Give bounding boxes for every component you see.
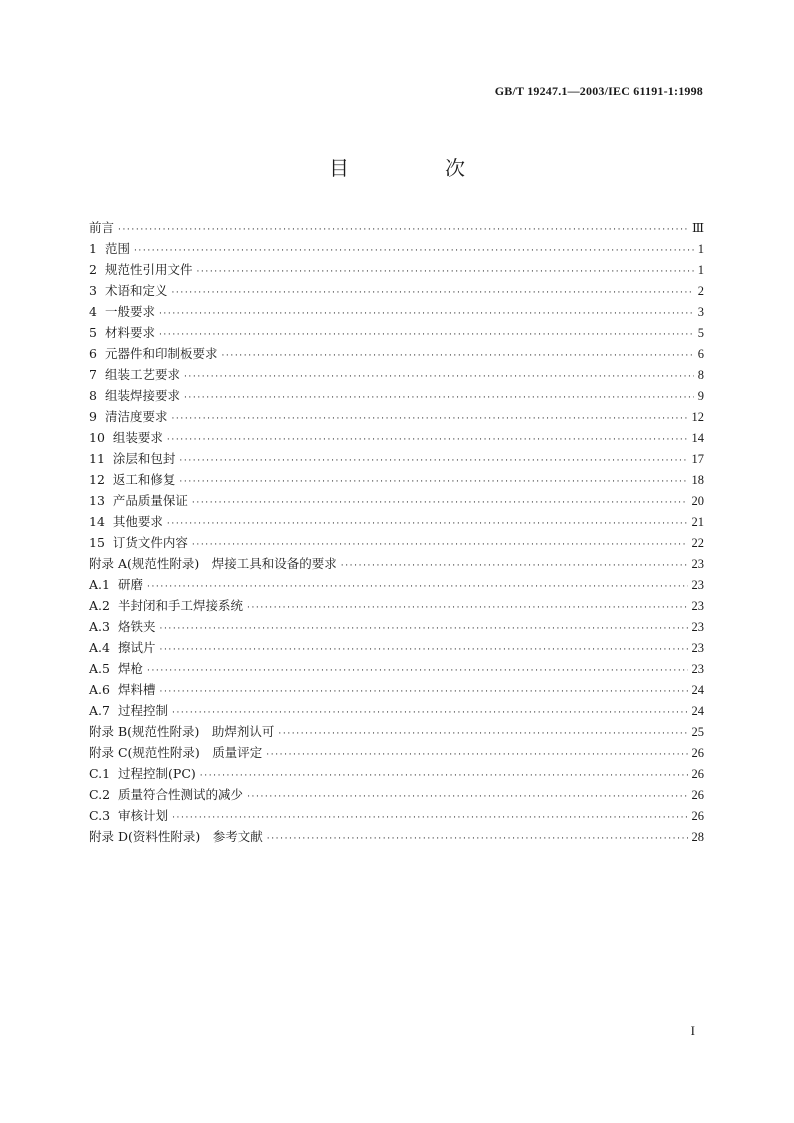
toc-entry[interactable]	[89, 595, 704, 616]
toc-entry-number: 10	[89, 430, 105, 445]
toc-entry[interactable]	[89, 217, 704, 238]
toc-entry[interactable]	[89, 490, 704, 511]
toc-entry-title: 订货文件内容	[112, 535, 188, 550]
toc-entry-number: 5	[89, 325, 97, 340]
toc-leader-dots	[278, 724, 687, 745]
toc-entry-label	[89, 322, 155, 343]
toc-leader-dots	[267, 829, 688, 850]
page-title: 目 次	[329, 156, 503, 180]
toc-entry[interactable]	[89, 469, 704, 490]
toc-entry-title: 焊枪	[117, 661, 143, 676]
toc-entry[interactable]	[89, 721, 704, 742]
toc-entry-title: 过程控制(PC)	[118, 766, 196, 781]
toc-entry-number: 4	[89, 304, 97, 319]
toc-entry-page: 26	[691, 746, 704, 760]
toc-leader-dots	[179, 472, 687, 493]
toc-entry-label	[89, 511, 163, 532]
toc-entry-label	[89, 679, 155, 700]
toc-entry-label	[89, 805, 168, 826]
toc-entry-page: 18	[691, 473, 704, 487]
toc-entry-page: 23	[691, 620, 704, 634]
toc-entry-number: 6	[89, 346, 97, 361]
toc-entry[interactable]	[89, 364, 704, 385]
toc-entry[interactable]	[89, 448, 704, 469]
toc-entry-title: 组装焊接要求	[104, 388, 180, 403]
toc-entry[interactable]	[89, 322, 704, 343]
toc-entry[interactable]	[89, 574, 704, 595]
toc-leader-dots	[179, 451, 687, 472]
toc-entry-label	[89, 406, 167, 427]
toc-entry-title: 前言	[89, 220, 115, 235]
toc-entry-title: 术语和定义	[104, 283, 168, 298]
toc-entry-title: 附录 B(规范性附录) 助焊剂认可	[89, 724, 275, 739]
toc-entry[interactable]	[89, 385, 704, 406]
toc-entry-label	[89, 721, 274, 742]
toc-entry[interactable]	[89, 553, 704, 574]
toc-entry-number: 8	[89, 388, 97, 403]
toc-entry-number: A.1	[89, 577, 110, 592]
toc-entry-number: A.5	[89, 661, 110, 676]
toc-entry[interactable]	[89, 427, 704, 448]
toc-entry-page: 23	[691, 557, 704, 571]
toc-entry-title: 审核计划	[118, 808, 169, 823]
toc-entry-title: 附录 C(规范性附录) 质量评定	[89, 745, 263, 760]
toc-entry-page: 20	[691, 494, 704, 508]
toc-leader-dots	[159, 304, 694, 325]
toc-entry-label	[89, 469, 175, 490]
toc-entry-title: 附录 D(资料性附录) 参考文献	[89, 829, 263, 844]
toc-entry-label	[89, 238, 130, 259]
toc-leader-dots	[118, 220, 688, 241]
toc-leader-dots	[159, 325, 694, 346]
toc-entry-title: 质量符合性测试的减少	[118, 787, 244, 802]
toc-entry-label	[89, 385, 180, 406]
toc-entry-page: 1	[697, 242, 704, 256]
toc-entry-label	[89, 301, 155, 322]
toc-entry-number: C.2	[89, 787, 111, 802]
toc-entry-number: 3	[89, 283, 97, 298]
toc-entry[interactable]	[89, 826, 704, 847]
toc-entry-title: 半封闭和手工焊接系统	[117, 598, 243, 613]
toc-leader-dots	[159, 640, 687, 661]
toc-entry-number: 1	[89, 241, 97, 256]
toc-entry-number: 12	[89, 472, 105, 487]
toc-leader-dots	[171, 283, 693, 304]
toc-leader-dots	[247, 787, 687, 808]
toc-entry-label	[89, 427, 163, 448]
toc-entry-title: 其他要求	[112, 514, 163, 529]
toc-entry-page: 24	[691, 683, 704, 697]
toc-entry[interactable]	[89, 763, 704, 784]
toc-entry-page: 23	[691, 641, 704, 655]
toc-entry-title: 规范性引用文件	[104, 262, 193, 277]
toc-entry-title: 产品质量保证	[112, 493, 188, 508]
toc-entry-label	[89, 637, 155, 658]
toc-entry-label	[89, 616, 155, 637]
toc-entry-number: A.6	[89, 682, 110, 697]
toc-entry-page: 26	[691, 767, 704, 781]
toc-leader-dots	[196, 262, 693, 283]
toc-leader-dots	[167, 430, 688, 451]
toc-leader-dots	[341, 556, 688, 577]
toc-entry[interactable]	[89, 259, 704, 280]
toc-entry-page: 2	[697, 284, 704, 298]
toc-entry-title: 材料要求	[104, 325, 155, 340]
toc-entry-label	[89, 280, 167, 301]
toc-entry-page: 26	[691, 788, 704, 802]
toc-entry-label	[89, 658, 143, 679]
toc-entry-label	[89, 259, 192, 280]
toc-entry-page: 9	[697, 389, 704, 403]
toc-entry-page: 14	[691, 431, 704, 445]
toc-entry-number: 14	[89, 514, 105, 529]
toc-entry[interactable]	[89, 511, 704, 532]
toc-entry-label	[89, 826, 263, 847]
toc-entry-number: C.1	[89, 766, 111, 781]
toc-entry-page: 12	[691, 410, 704, 424]
toc-leader-dots	[192, 493, 688, 514]
toc-entry-title: 返工和修复	[112, 472, 176, 487]
toc-leader-dots	[147, 661, 688, 682]
toc-entry-title: 范围	[104, 241, 130, 256]
standard-code: GB/T 19247.1—2003/IEC 61191-1:1998	[494, 84, 703, 98]
toc-entry-page: 24	[691, 704, 704, 718]
toc-entry-title: 擦试片	[117, 640, 156, 655]
toc-entry-number: 7	[89, 367, 97, 382]
toc-entry-page: 28	[691, 830, 704, 844]
toc-entry[interactable]	[89, 742, 704, 763]
toc-entry-page: 26	[691, 809, 704, 823]
toc-entry-page: 25	[691, 725, 704, 739]
toc-entry-title: 烙铁夹	[117, 619, 156, 634]
toc-entry[interactable]	[89, 343, 704, 364]
toc-leader-dots	[184, 388, 694, 409]
toc-leader-dots	[159, 619, 687, 640]
toc-entry-label	[89, 553, 337, 574]
toc-entry[interactable]	[89, 784, 704, 805]
toc-entry-label	[89, 448, 175, 469]
toc-entry-page: 8	[697, 368, 704, 382]
toc-leader-dots	[247, 598, 688, 619]
page-number: I	[690, 1023, 695, 1038]
toc-entry-page: 22	[691, 536, 704, 550]
toc-entry-label	[89, 742, 262, 763]
toc-leader-dots	[167, 514, 688, 535]
toc-entry-title: 研磨	[117, 577, 143, 592]
toc-entry-label	[89, 574, 143, 595]
toc-entry-number: A.7	[89, 703, 110, 718]
toc-entry-page: 6	[697, 347, 704, 361]
toc-entry-title: 元器件和印制板要求	[104, 346, 218, 361]
toc-leader-dots	[134, 241, 694, 262]
toc-entry-title: 附录 A(规范性附录) 焊接工具和设备的要求	[89, 556, 337, 571]
toc-leader-dots	[221, 346, 693, 367]
toc-entry-number: C.3	[89, 808, 111, 823]
toc-entry[interactable]	[89, 637, 704, 658]
toc-entry-title: 焊料槽	[117, 682, 156, 697]
toc-leader-dots	[266, 745, 687, 766]
toc-entry[interactable]	[89, 805, 704, 826]
toc-entry-label	[89, 490, 188, 511]
toc-entry-number: 11	[89, 451, 105, 466]
toc-leader-dots	[200, 766, 688, 787]
toc-entry[interactable]	[89, 679, 704, 700]
toc-entry-label	[89, 364, 180, 385]
toc-entry-label	[89, 784, 243, 805]
toc-entry-page: 23	[691, 662, 704, 676]
toc-entry-number: 15	[89, 535, 105, 550]
table-of-contents	[89, 217, 704, 847]
toc-leader-dots	[159, 682, 687, 703]
toc-leader-dots	[171, 409, 687, 430]
toc-entry-label	[89, 700, 168, 721]
toc-entry[interactable]	[89, 616, 704, 637]
toc-entry-page: 17	[691, 452, 704, 466]
toc-entry-page: 23	[691, 578, 704, 592]
toc-entry-number: 13	[89, 493, 105, 508]
toc-entry[interactable]	[89, 280, 704, 301]
toc-entry-number: A.2	[89, 598, 110, 613]
toc-entry-page: 1	[697, 263, 704, 277]
toc-entry-page: 3	[697, 305, 704, 319]
toc-entry-title: 组装要求	[112, 430, 163, 445]
toc-entry-title: 清洁度要求	[104, 409, 168, 424]
toc-entry[interactable]	[89, 238, 704, 259]
toc-entry-label	[89, 763, 196, 784]
toc-entry-page: 23	[691, 599, 704, 613]
toc-entry-page: 5	[697, 326, 704, 340]
toc-entry-page: 21	[691, 515, 704, 529]
toc-leader-dots	[184, 367, 694, 388]
toc-entry[interactable]	[89, 658, 704, 679]
toc-entry-label	[89, 343, 217, 364]
toc-entry-title: 涂层和包封	[112, 451, 176, 466]
toc-entry-number: 2	[89, 262, 97, 277]
toc-entry-title: 组装工艺要求	[104, 367, 180, 382]
toc-entry[interactable]	[89, 406, 704, 427]
toc-entry[interactable]	[89, 301, 704, 322]
toc-entry-number: A.3	[89, 619, 110, 634]
toc-entry[interactable]	[89, 532, 704, 553]
toc-entry-label	[89, 532, 188, 553]
toc-entry-number: 9	[89, 409, 97, 424]
toc-entry-title: 一般要求	[104, 304, 155, 319]
toc-entry-label	[89, 217, 114, 238]
toc-entry-label	[89, 595, 243, 616]
toc-entry[interactable]	[89, 700, 704, 721]
toc-entry-page: Ⅲ	[691, 221, 704, 235]
toc-entry-title: 过程控制	[117, 703, 168, 718]
toc-entry-number: A.4	[89, 640, 110, 655]
